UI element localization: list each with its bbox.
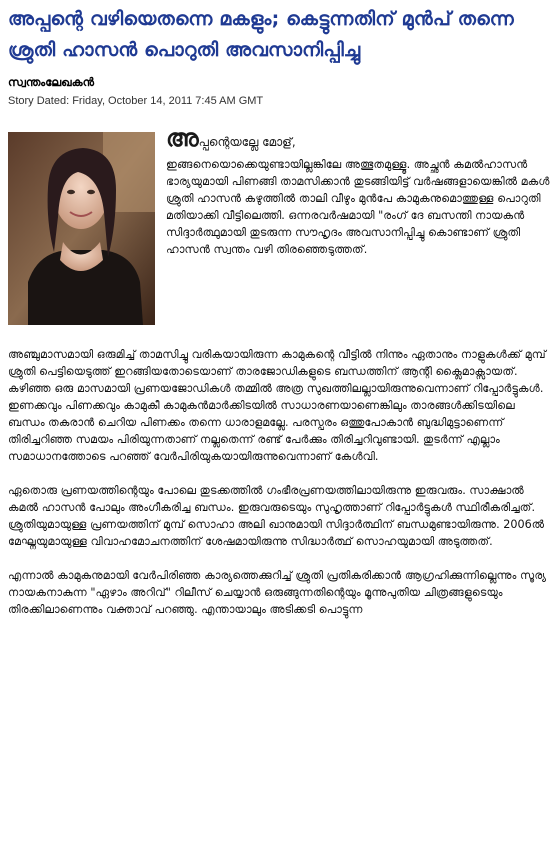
paragraph: ഇങ്ങനെയൊക്കെയുണ്ടായില്ലങ്കിലേ അത്ഭുതമുള്ളൂ. അച്ഛൻ കമൽഹാസൻ ഭാര്യയുമായി പിണങ്ങി താമസിക്കാൻ തുടങ്ങിയിട്ട് വർഷങ്ങളായെങ്കിൽ മകൾ ശ്രുതി ഹാസൻ കഴുത്തിൽ താലി വീഴും മുൻപേ കാമുകനുമൊത്തുള്ള പൊറുതി മതിയാക്കി വീട്ടിലെത്തി. ഒന്നരവർഷമായി "രംഗ് ദേ ബസന്തി നായകൻ സിദ്ദാർത്ഥുമായി തുടരുന്ന സൗഹൃദം അവസാനിപ്പിച്ചു കൊണ്ടാണ് ശ്രുതി ഹാസൻ സ്വന്തം വഴി തിരഞ്ഞെടുത്തത്. [166, 158, 550, 256]
paragraph: എന്നാൽ കാമുകനുമായി വേർപിരിഞ്ഞ കാര്യത്തെക്കുറിച്ച് ശ്രുതി പ്രതികരിക്കാൻ ആഗ്രഹിക്കുന്നില്ലെന്നും സൂര്യ നായകനാകുന്ന "ഏഴാം അറിവ്" റിലീസ് ചെയ്യാൻ ഒരുങ്ങുന്നതിന്റെയും മൂന്നുപുതിയ ചിത്രങ്ങളുടെയും തിരക്കിലാണെന്നും വക്താവ് പറഞ്ഞു. എന്തായാലും അടിക്കടി പൊട്ടുന്ന [8, 569, 547, 616]
article-byline: സ്വന്തംലേഖകൻ [8, 75, 95, 89]
article-photo [8, 132, 155, 325]
lead-text: പ്പന്റെയല്ലേ മോള്, [198, 135, 296, 149]
article-photo-image [8, 132, 155, 325]
drop-cap: അ [166, 124, 199, 152]
paragraph: ഇണക്കവും പിണക്കവും കാമുകീ കാമുകൻമാർക്കിടയിൽ സാധാരണയാണെങ്കിലും താരങ്ങൾക്കിടയിലെ ബന്ധം തകരാൻ ചെറിയ പിണക്കം തന്നെ ധാരാളമല്ലേ. പരസ്പരം ഒത്തുപോകാൻ ബുദ്ധിമുട്ടാണെന്ന് തിരിച്ചറിഞ്ഞ സമയം പിരിയുന്നതാണ് നല്ലതെന്ന് രണ്ട് പേർക്കും തിരിച്ചറിവുണ്ടായി. തുടർന്ന് എല്ലാം സമാധാനത്തോടെ പറഞ്ഞ് വേർപിരിയുകയായിരുന്നുവെന്നാണ് കേൾവി. [8, 399, 515, 463]
paragraph: അഞ്ചുമാസമായി ഒരുമിച്ച് താമസിച്ചു വരികയായിരുന്ന കാമുകന്റെ വീട്ടിൽ നിന്നും ഏതാനും നാളുകൾക്ക് മുമ്പ് ശ്രുതി പെട്ടിയെടുത്ത് ഇറങ്ങിയതോടെയാണ് താരജോഡികളുടെ ബന്ധത്തിന് ആന്റി ക്ലൈമാക്സായത്. കഴിഞ്ഞ ഒരു മാസമായി പ്രണയജോഡികൾ തമ്മിൽ അത്ര സുഖത്തിലല്ലായിരുന്നുവെന്നാണ് റിപ്പോർട്ടുകൾ. [8, 348, 546, 395]
paragraph: ഏതൊരു പ്രണയത്തിന്റെയും പോലെ തുടക്കത്തിൽ ഗംഭീരപ്രണയത്തിലായിരുന്നു ഇരുവരും. സാക്ഷാൽ കമൽ ഹാസൻ പോലും അംഗീകരിച്ച ബന്ധം. ഇരുവരുടെയും സുഹൃത്താണ് റിപ്പോർട്ടുകൾ സ്ഥിരീകരിച്ചത്. ശ്രുതിയുമായുള്ള പ്രണയത്തിന് മുമ്പ് സൊഹാ അലി ഖാനുമായി സിദ്ദാർത്ഥിന് ബന്ധമുണ്ടായിരുന്നു. 2006ൽ മേഘ്നയുമായുള്ള വിവാഹമോചനത്തിന് ശേഷമായിരുന്നു സിദ്ധാർത്ഥ് സൊഹയുമായി അടുത്തത്. [8, 484, 545, 548]
story-dated: Story Dated: Friday, October 14, 2011 7:45 AM GMT [8, 95, 264, 107]
article-headline: അപ്പന്റെ വഴിയെതന്നെ മകളും; കെട്ടുന്നതിന് മുൻപ് തന്നെ ശ്രുതി ഹാസൻ പൊറുതി അവസാനിപ്പിച്ചു [8, 8, 514, 61]
